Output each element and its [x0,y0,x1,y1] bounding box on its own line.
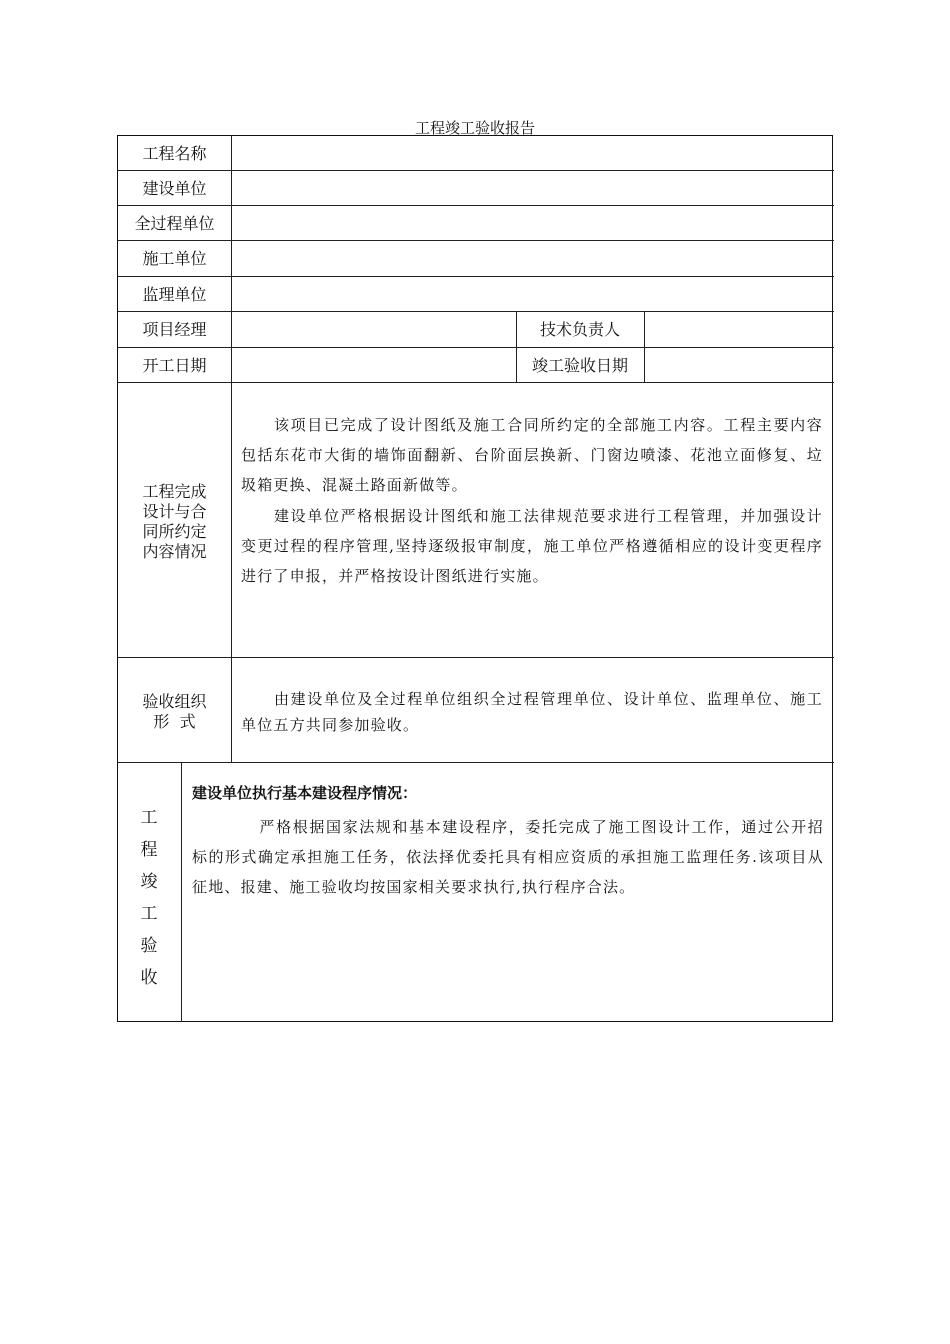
value-full-process-unit[interactable] [236,214,826,234]
label-line: 设计与合 [142,502,207,521]
value-builder-unit[interactable] [236,249,826,269]
completion-paragraph-1: 该项目已完成了设计图纸及施工合同所约定的全部施工内容。工程主要内容包括东花市大街的墙饰面翻新、台阶面层换新、门窗边喷漆、花池立面修复、垃圾箱更换、混凝土路面新做等。 [241,416,823,494]
row-divider [118,240,834,241]
label-char: 程 [140,840,158,860]
row-divider [118,205,834,206]
label-acceptance [139,802,159,994]
row-divider [118,762,834,763]
value-start-date[interactable] [236,356,511,376]
label-start-date: 开工日期 [142,356,207,375]
label-full-process-unit: 全过程单位 [134,214,215,233]
label-char: 工 [140,904,158,924]
row-divider [118,311,834,312]
value-supervision-unit[interactable] [236,285,826,305]
label-builder-unit: 施工单位 [142,249,207,268]
value-project-name[interactable] [236,144,826,164]
value-completion-date[interactable] [649,356,829,376]
col-divider [181,762,182,1022]
row-divider [118,276,834,277]
report-form [117,135,833,1022]
acceptance-heading: 建设单位执行基本建设程序情况： [192,784,418,802]
label-organization-form [118,692,231,732]
organization-text: 由建设单位及全过程单位组织全过程管理单位、设计单位、监理单位、施工单位五方共同参加验收。 [241,690,823,734]
value-technical-lead[interactable] [649,320,829,340]
value-project-manager[interactable] [236,320,511,340]
row-divider [118,382,834,383]
label-completion-status [118,482,231,562]
report-title: 工程竣工验收报告 [414,119,535,137]
label-line: 形 式 [153,712,196,731]
label-char: 工 [140,808,158,828]
acceptance-text: 严格根据国家法规和基本建设程序，委托完成了施工图设计工作，通过公开招标的形式确定承担施工任务，依法择优委托具有相应资质的承担施工监理任务.该项目从征地、报建、施工验收均按国家相关要求执行,执行程序合法。 [192,818,824,896]
label-char: 收 [140,968,158,988]
label-line: 内容情况 [142,542,207,561]
label-line: 验收组织 [142,692,207,711]
label-completion-date: 竣工验收日期 [531,356,628,375]
label-project-manager: 项目经理 [142,320,207,339]
label-supervision-unit: 监理单位 [142,285,207,304]
label-construction-unit: 建设单位 [142,179,207,198]
row-divider [118,347,834,348]
label-project-name: 工程名称 [142,144,207,163]
col-divider [644,311,645,382]
value-construction-unit[interactable] [236,179,826,199]
row-divider [118,170,834,171]
completion-paragraph-2: 建设单位严格根据设计图纸和施工法律规范要求进行工程管理，并加强设计变更过程的程序管理,坚持逐级报审制度，施工单位严格遵循相应的设计变更程序进行了申报，并严格按设计图纸进行实施。 [241,507,823,585]
label-line: 同所约定 [142,522,207,541]
label-line: 工程完成 [142,482,207,501]
label-char: 竣 [140,872,158,892]
label-char: 验 [140,936,158,956]
col-divider [231,136,232,762]
row-divider [118,657,834,658]
label-technical-lead: 技术负责人 [539,320,620,339]
